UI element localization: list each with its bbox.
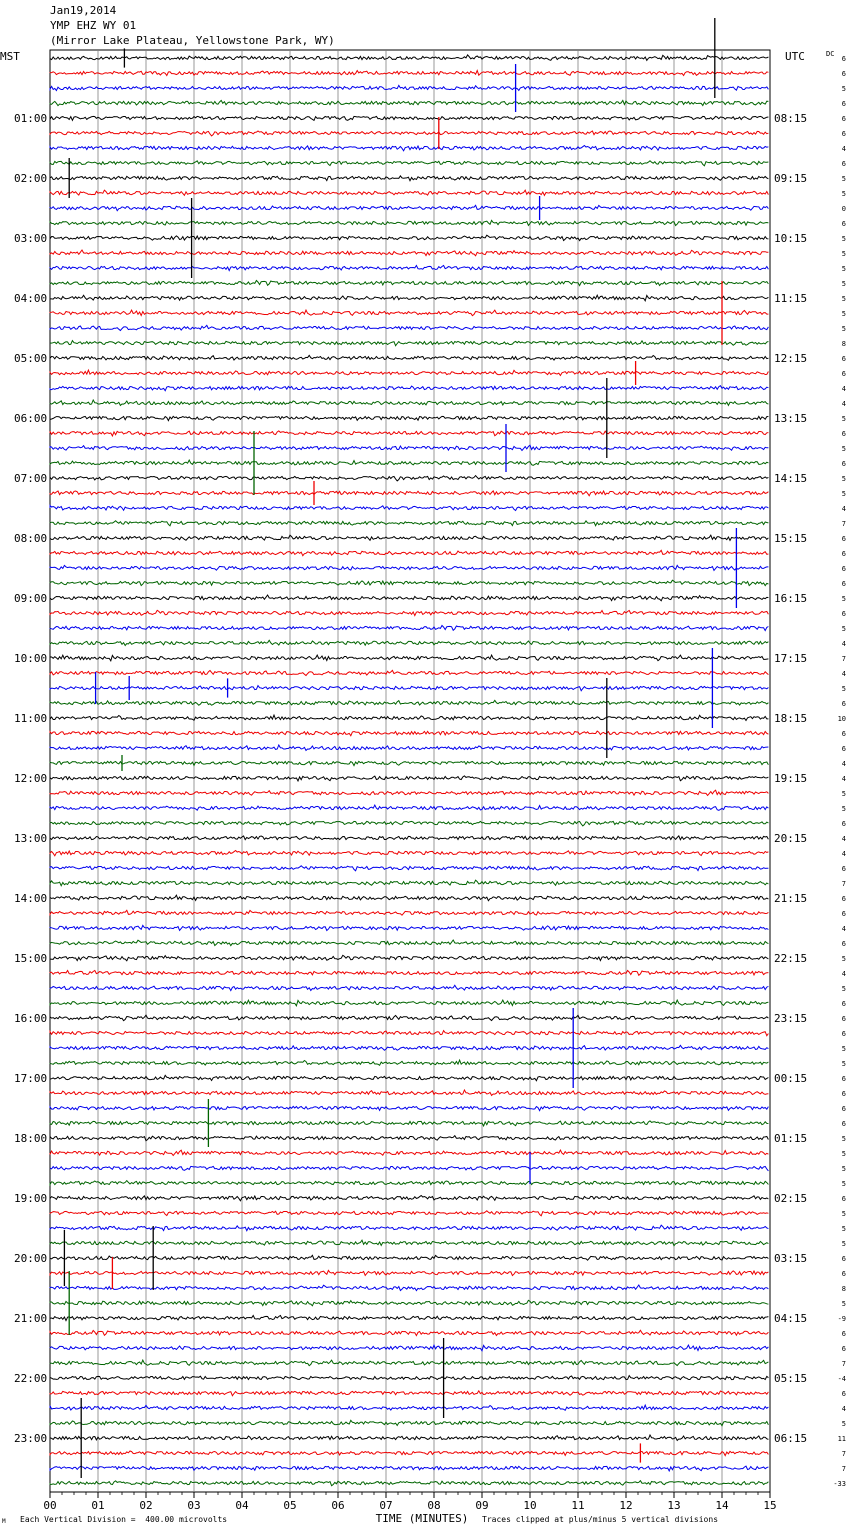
seismic-trace bbox=[50, 521, 768, 526]
dc-offset-value: 5 bbox=[841, 685, 846, 693]
right-hour-label: 06:15 bbox=[774, 1432, 808, 1445]
left-hour-label: 04:00 bbox=[14, 292, 48, 305]
dc-offset-value: 6 bbox=[841, 1015, 846, 1023]
seismic-trace bbox=[50, 1166, 768, 1171]
dc-offset-value: 6 bbox=[841, 1090, 846, 1098]
dc-offset-value: 5 bbox=[841, 280, 846, 288]
dc-offset-value: 5 bbox=[841, 1165, 846, 1173]
dc-offset-value: 4 bbox=[841, 505, 846, 513]
dc-offset-value: 5 bbox=[841, 985, 846, 993]
left-hour-label: 13:00 bbox=[14, 832, 48, 845]
seismic-trace bbox=[50, 116, 768, 120]
dc-offset-value: 7 bbox=[841, 520, 846, 528]
seismic-trace bbox=[50, 71, 768, 76]
seismic-trace bbox=[50, 866, 768, 871]
seismic-trace bbox=[50, 190, 768, 195]
dc-offset-value: 5 bbox=[841, 190, 846, 198]
seismic-trace bbox=[50, 1255, 768, 1260]
dc-offset-value: 6 bbox=[841, 940, 846, 948]
right-hour-label: 16:15 bbox=[774, 592, 808, 605]
dc-offset-value: 6 bbox=[841, 100, 846, 108]
dc-offset-value: -4 bbox=[837, 1375, 846, 1383]
right-timezone-label: UTC bbox=[785, 50, 805, 63]
seismic-trace bbox=[50, 1285, 768, 1291]
seismic-trace bbox=[50, 535, 768, 540]
seismic-trace bbox=[50, 1045, 768, 1050]
dc-offset-value: 6 bbox=[841, 820, 846, 828]
dc-offset-value: 6 bbox=[841, 580, 846, 588]
dc-offset-value: 4 bbox=[841, 670, 846, 678]
right-hour-label: 20:15 bbox=[774, 832, 808, 845]
x-tick-label: 12 bbox=[619, 1499, 633, 1512]
seismic-trace bbox=[50, 955, 768, 961]
seismic-trace bbox=[50, 971, 768, 976]
seismic-trace bbox=[50, 491, 768, 496]
x-tick-label: 11 bbox=[571, 1499, 585, 1512]
x-tick-label: 00 bbox=[43, 1499, 57, 1512]
seismic-trace bbox=[50, 1015, 768, 1021]
x-tick-label: 04 bbox=[235, 1499, 249, 1512]
left-hour-label: 19:00 bbox=[14, 1192, 48, 1205]
seismic-trace bbox=[50, 1405, 768, 1410]
right-hour-labels bbox=[774, 112, 807, 1445]
seismic-trace bbox=[50, 295, 768, 301]
seismic-trace bbox=[50, 1211, 768, 1216]
left-hour-label: 16:00 bbox=[14, 1012, 48, 1025]
dc-offset-value: 6 bbox=[841, 700, 846, 708]
dc-offset-value: 6 bbox=[841, 865, 846, 873]
station-location: (Mirror Lake Plateau, Yellowstone Park, WY) bbox=[50, 34, 335, 47]
dc-offset-value: 5 bbox=[841, 1210, 846, 1218]
seismic-trace bbox=[50, 761, 768, 765]
seismic-trace bbox=[50, 176, 768, 181]
dc-offset-value: 6 bbox=[841, 355, 846, 363]
dc-offset-value: 5 bbox=[841, 415, 846, 423]
dc-offset-value: 5 bbox=[841, 445, 846, 453]
dc-offset-value: 6 bbox=[841, 1330, 846, 1338]
seismic-trace bbox=[50, 250, 768, 256]
clip-note: Traces clipped at plus/minus 5 vertical divisions bbox=[482, 1515, 719, 1524]
dc-offset-value: 5 bbox=[841, 175, 846, 183]
x-tick-label: 03 bbox=[187, 1499, 201, 1512]
dc-offset-value: 5 bbox=[841, 805, 846, 813]
seismic-trace bbox=[50, 325, 768, 330]
seismic-trace bbox=[50, 235, 768, 240]
dc-offset-value: 4 bbox=[841, 400, 846, 408]
seismic-trace bbox=[50, 1031, 768, 1036]
left-hour-label: 17:00 bbox=[14, 1072, 48, 1085]
seismic-trace bbox=[50, 131, 768, 136]
dc-offset-value: 6 bbox=[841, 370, 846, 378]
x-tick-label: 09 bbox=[475, 1499, 489, 1512]
dc-column-header: DC bbox=[826, 50, 835, 58]
seismic-trace bbox=[50, 1481, 768, 1486]
dc-offset-value: 6 bbox=[841, 535, 846, 543]
x-tick-label: 07 bbox=[379, 1499, 393, 1512]
right-hour-label: 10:15 bbox=[774, 232, 808, 245]
right-hour-label: 19:15 bbox=[774, 772, 808, 785]
x-tick-label: 14 bbox=[715, 1499, 729, 1512]
seismic-trace bbox=[50, 1391, 768, 1396]
seismic-trace bbox=[50, 161, 768, 166]
right-hour-label: 01:15 bbox=[774, 1132, 808, 1145]
seismic-trace bbox=[50, 1000, 768, 1006]
dc-offset-value: 5 bbox=[841, 1225, 846, 1233]
seismic-trace bbox=[50, 85, 768, 90]
dc-offset-value: 5 bbox=[841, 1420, 846, 1428]
left-hour-label: 14:00 bbox=[14, 892, 48, 905]
dc-offset-value: 7 bbox=[841, 1360, 846, 1368]
dc-offset-value: 6 bbox=[841, 430, 846, 438]
seismic-trace bbox=[50, 925, 768, 930]
seismic-trace bbox=[50, 626, 768, 631]
left-hour-label: 18:00 bbox=[14, 1132, 48, 1145]
left-hour-label: 10:00 bbox=[14, 652, 48, 665]
seismic-trace bbox=[50, 610, 768, 615]
plot-frame bbox=[50, 50, 770, 1492]
dc-offset-value: 6 bbox=[841, 70, 846, 78]
x-axis-ticks bbox=[43, 1492, 776, 1512]
seismic-trace bbox=[50, 686, 768, 691]
seismic-trace bbox=[50, 1225, 768, 1231]
dc-offset-value: 7 bbox=[841, 880, 846, 888]
seismic-trace bbox=[50, 776, 768, 781]
left-hour-label: 22:00 bbox=[14, 1372, 48, 1385]
seismic-trace bbox=[50, 1466, 768, 1471]
seismic-trace bbox=[50, 476, 768, 481]
dc-offset-value: 6 bbox=[841, 1000, 846, 1008]
right-hour-label: 05:15 bbox=[774, 1372, 808, 1385]
dc-offset-value: 6 bbox=[841, 55, 846, 63]
seismic-trace bbox=[50, 790, 768, 795]
seismic-trace bbox=[50, 595, 768, 601]
seismic-trace bbox=[50, 580, 768, 585]
right-hour-label: 14:15 bbox=[774, 472, 808, 485]
seismic-trace bbox=[50, 1106, 768, 1110]
seismic-trace bbox=[50, 1150, 768, 1155]
dc-offset-value: 6 bbox=[841, 1120, 846, 1128]
seismic-trace bbox=[50, 565, 768, 570]
dc-offset-value: 4 bbox=[841, 775, 846, 783]
dc-offset-value: 5 bbox=[841, 490, 846, 498]
right-hour-label: 12:15 bbox=[774, 352, 808, 365]
seismic-trace bbox=[50, 386, 768, 391]
seismic-trace bbox=[50, 506, 768, 511]
dc-offset-value: 6 bbox=[841, 115, 846, 123]
dc-offset-value: 6 bbox=[841, 1255, 846, 1263]
dc-offset-value: 5 bbox=[841, 1240, 846, 1248]
dc-offset-value: 6 bbox=[841, 1030, 846, 1038]
dc-offset-value: 6 bbox=[841, 1390, 846, 1398]
right-hour-label: 15:15 bbox=[774, 532, 808, 545]
dc-offset-value: 5 bbox=[841, 85, 846, 93]
dc-offset-value: 6 bbox=[841, 565, 846, 573]
dc-offset-value: 6 bbox=[841, 610, 846, 618]
left-timezone-label: MST bbox=[0, 50, 20, 63]
left-hour-label: 02:00 bbox=[14, 172, 48, 185]
seismic-trace bbox=[50, 370, 768, 375]
seismic-trace bbox=[50, 880, 768, 886]
dc-offset-value: 5 bbox=[841, 595, 846, 603]
corner-mark: M bbox=[2, 1518, 6, 1525]
seismic-trace bbox=[50, 821, 768, 826]
seismic-trace bbox=[50, 745, 768, 750]
dc-offset-value: 4 bbox=[841, 385, 846, 393]
dc-offset-value: 5 bbox=[841, 235, 846, 243]
right-hour-label: 22:15 bbox=[774, 952, 808, 965]
dc-offset-value: 4 bbox=[841, 970, 846, 978]
left-hour-label: 05:00 bbox=[14, 352, 48, 365]
x-tick-label: 05 bbox=[283, 1499, 297, 1512]
traces bbox=[50, 55, 768, 1486]
right-hour-label: 04:15 bbox=[774, 1312, 808, 1325]
seismic-trace bbox=[50, 1345, 768, 1351]
seismic-trace bbox=[50, 400, 768, 405]
dc-offset-value: 5 bbox=[841, 1045, 846, 1053]
left-hour-labels bbox=[14, 112, 47, 1445]
left-hour-label: 11:00 bbox=[14, 712, 48, 725]
dc-offset-value: 6 bbox=[841, 220, 846, 228]
left-hour-label: 20:00 bbox=[14, 1252, 48, 1265]
dc-offset-value: 5 bbox=[841, 295, 846, 303]
seismic-trace bbox=[50, 805, 768, 810]
seismic-trace bbox=[50, 836, 768, 840]
dc-offset-value: 5 bbox=[841, 310, 846, 318]
dc-offset-value: 0 bbox=[841, 205, 846, 213]
seismic-trace bbox=[50, 851, 768, 856]
dc-offset-value: 6 bbox=[841, 730, 846, 738]
seismic-trace bbox=[50, 1360, 768, 1366]
right-hour-label: 03:15 bbox=[774, 1252, 808, 1265]
seismic-trace bbox=[50, 985, 768, 990]
dc-offset-value: 4 bbox=[841, 760, 846, 768]
left-hour-label: 01:00 bbox=[14, 112, 48, 125]
right-hour-label: 09:15 bbox=[774, 172, 808, 185]
dc-offset-value: 5 bbox=[841, 790, 846, 798]
dc-offset-column bbox=[833, 55, 846, 1488]
seismic-trace bbox=[50, 1240, 768, 1246]
x-tick-label: 02 bbox=[139, 1499, 153, 1512]
dc-offset-value: 7 bbox=[841, 1450, 846, 1458]
left-hour-label: 07:00 bbox=[14, 472, 48, 485]
seismic-trace bbox=[50, 1181, 768, 1185]
seismic-trace bbox=[50, 940, 768, 946]
seismic-trace bbox=[50, 895, 768, 901]
dc-offset-value: 5 bbox=[841, 265, 846, 273]
dc-offset-value: 7 bbox=[841, 1465, 846, 1473]
x-axis-title: TIME (MINUTES) bbox=[375, 1512, 469, 1525]
seismic-trace bbox=[50, 266, 768, 271]
dc-offset-value: 4 bbox=[841, 145, 846, 153]
seismic-trace bbox=[50, 731, 768, 736]
left-hour-label: 08:00 bbox=[14, 532, 48, 545]
right-hour-label: 23:15 bbox=[774, 1012, 808, 1025]
dc-offset-value: 5 bbox=[841, 1150, 846, 1158]
dc-offset-value: -33 bbox=[833, 1480, 846, 1488]
dc-offset-value: 6 bbox=[841, 745, 846, 753]
dc-offset-value: 4 bbox=[841, 835, 846, 843]
dc-offset-value: 4 bbox=[841, 640, 846, 648]
x-tick-label: 10 bbox=[523, 1499, 537, 1512]
left-hour-label: 15:00 bbox=[14, 952, 48, 965]
seismic-trace bbox=[50, 1196, 768, 1201]
seismic-trace bbox=[50, 416, 768, 420]
dc-offset-value: 6 bbox=[841, 130, 846, 138]
right-hour-label: 11:15 bbox=[774, 292, 808, 305]
seismic-trace bbox=[50, 1451, 768, 1456]
dc-offset-value: 5 bbox=[841, 1180, 846, 1188]
x-tick-label: 06 bbox=[331, 1499, 345, 1512]
x-tick-label: 01 bbox=[91, 1499, 105, 1512]
left-hour-label: 06:00 bbox=[14, 412, 48, 425]
dc-offset-value: 5 bbox=[841, 1060, 846, 1068]
seismic-trace bbox=[50, 1121, 768, 1126]
seismic-trace bbox=[50, 550, 768, 555]
seismic-trace bbox=[50, 55, 768, 61]
right-hour-label: 18:15 bbox=[774, 712, 808, 725]
seismic-trace bbox=[50, 445, 768, 450]
dc-offset-value: 6 bbox=[841, 1105, 846, 1113]
right-hour-label: 02:15 bbox=[774, 1192, 808, 1205]
dc-offset-value: 5 bbox=[841, 1135, 846, 1143]
dc-offset-value: 5 bbox=[841, 250, 846, 258]
right-hour-label: 00:15 bbox=[774, 1072, 808, 1085]
left-hour-label: 03:00 bbox=[14, 232, 48, 245]
seismic-trace bbox=[50, 1270, 768, 1275]
seismic-trace bbox=[50, 1136, 768, 1141]
seismic-trace bbox=[50, 431, 768, 436]
seismic-trace bbox=[50, 355, 768, 360]
dc-offset-value: 6 bbox=[841, 1075, 846, 1083]
dc-offset-value: 7 bbox=[841, 655, 846, 663]
seismic-trace bbox=[50, 640, 768, 645]
seismic-trace bbox=[50, 460, 768, 465]
dc-offset-value: 5 bbox=[841, 955, 846, 963]
seismic-trace bbox=[50, 1316, 768, 1321]
record-date: Jan19,2014 bbox=[50, 4, 117, 17]
seismic-trace bbox=[50, 341, 768, 346]
seismic-trace bbox=[50, 1090, 768, 1095]
right-hour-label: 17:15 bbox=[774, 652, 808, 665]
seismic-trace bbox=[50, 1435, 768, 1440]
seismic-trace bbox=[50, 910, 768, 915]
seismic-trace bbox=[50, 715, 768, 720]
seismic-trace bbox=[50, 1075, 768, 1080]
seismic-trace bbox=[50, 670, 768, 675]
seismic-trace bbox=[50, 205, 768, 210]
dc-offset-value: 5 bbox=[841, 325, 846, 333]
left-hour-label: 23:00 bbox=[14, 1432, 48, 1445]
x-tick-label: 13 bbox=[667, 1499, 681, 1512]
right-hour-label: 13:15 bbox=[774, 412, 808, 425]
seismic-trace bbox=[50, 655, 768, 661]
right-hour-label: 08:15 bbox=[774, 112, 808, 125]
dc-offset-value: 6 bbox=[841, 910, 846, 918]
dc-offset-value: 4 bbox=[841, 1405, 846, 1413]
x-tick-label: 15 bbox=[763, 1499, 777, 1512]
seismic-trace bbox=[50, 700, 768, 705]
x-tick-label: 08 bbox=[427, 1499, 441, 1512]
dc-offset-value: 5 bbox=[841, 1300, 846, 1308]
seismic-trace bbox=[50, 310, 768, 316]
left-hour-label: 12:00 bbox=[14, 772, 48, 785]
seismic-trace bbox=[50, 220, 768, 225]
dc-offset-value: -9 bbox=[837, 1315, 846, 1323]
dc-offset-value: 4 bbox=[841, 850, 846, 858]
dc-offset-value: 6 bbox=[841, 1195, 846, 1203]
dc-offset-value: 6 bbox=[841, 1345, 846, 1353]
seismic-trace bbox=[50, 100, 768, 105]
scale-note: Each Vertical Division = 400.00 microvolts bbox=[20, 1515, 228, 1524]
dc-offset-value: 6 bbox=[841, 550, 846, 558]
right-hour-label: 21:15 bbox=[774, 892, 808, 905]
dc-offset-value: 5 bbox=[841, 625, 846, 633]
dc-offset-value: 6 bbox=[841, 160, 846, 168]
dc-offset-value: 6 bbox=[841, 1270, 846, 1278]
seismic-trace bbox=[50, 146, 768, 151]
dc-offset-value: 6 bbox=[841, 895, 846, 903]
dc-offset-value: 8 bbox=[841, 340, 846, 348]
left-hour-label: 21:00 bbox=[14, 1312, 48, 1325]
dc-offset-value: 11 bbox=[837, 1435, 846, 1443]
seismic-trace bbox=[50, 1330, 768, 1335]
station-code: YMP EHZ WY 01 bbox=[50, 19, 137, 32]
dc-offset-value: 4 bbox=[841, 925, 846, 933]
dc-offset-value: 5 bbox=[841, 475, 846, 483]
seismic-trace bbox=[50, 1420, 768, 1425]
left-hour-label: 09:00 bbox=[14, 592, 48, 605]
seismic-trace bbox=[50, 281, 768, 286]
seismic-trace bbox=[50, 1376, 768, 1380]
dc-offset-value: 6 bbox=[841, 460, 846, 468]
seismic-trace bbox=[50, 1300, 768, 1306]
dc-offset-value: 10 bbox=[837, 715, 846, 723]
seismic-trace bbox=[50, 1060, 768, 1065]
dc-offset-value: 8 bbox=[841, 1285, 846, 1293]
